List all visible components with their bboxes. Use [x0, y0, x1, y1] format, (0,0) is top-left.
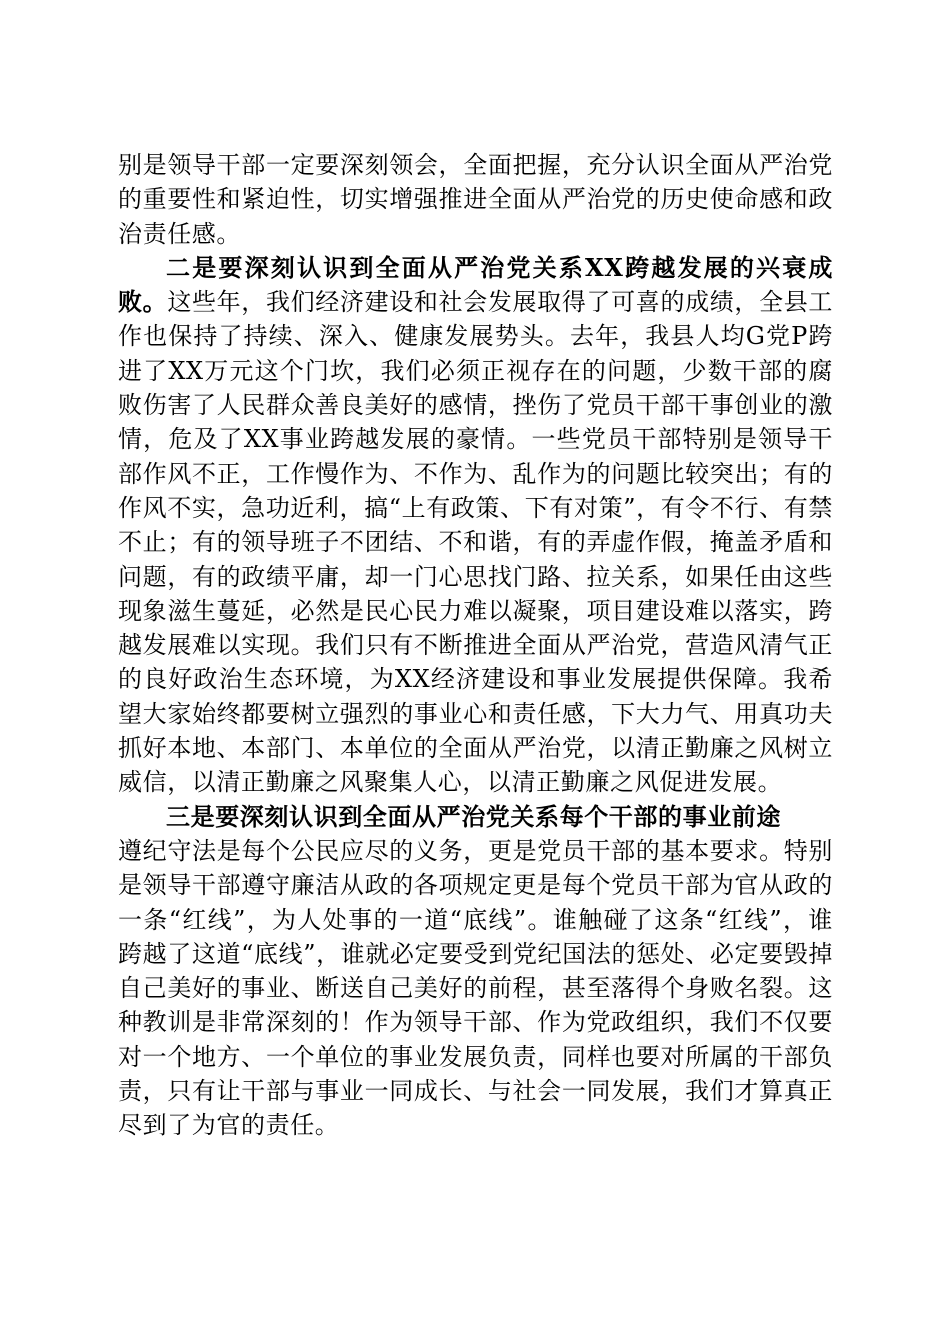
- paragraph-2-text: 这些年，我们经济建设和社会发展取得了可喜的成绩，全县工作也保持了持续、深入、健康发展势头。去年，我县人均G党P跨进了XX万元这个门坎，我们必须正视存在的问题，少数干部的腐败伤害了人民群众善良美好的感情，挫伤了党员干部干事创业的激情，危及了XX事业跨越发展的豪情。一些党员干部特别是领导干部作风不正，工作慢作为、不作为、乱作为的问题比较突出；有的作风不实，急功近利，搞“上有政策、下有对策”，有令不行、有禁不止；有的领导班子不团结、不和谐，有的弄虚作假，掩盖矛盾和问题，有的政绩平庸，却一门心思找门路、拉关系，如果任由这些现象滋生蔓延，必然是民心民力难以凝聚，项目建设难以落实，跨越发展难以实现。我们只有不断推进全面从严治党，营造风清气正的良好政治生态环境，为XX经济建设和事业发展提供保障。我希望大家始终都要树立强烈的事业心和责任感，下大力气、用真功夫抓好本地、本部门、本单位的全面从严治党，以清正勤廉之风树立威信，以清正勤廉之风聚集人心，以清正勤廉之风促进发展。: [118, 288, 834, 797]
- paragraph-1: [118, 148, 833, 251]
- paragraph-3: [118, 800, 833, 1143]
- paragraph-2: [118, 251, 833, 800]
- paragraph-3-lead: 三是要深刻认识到全面从严治党关系每个干部的事业前途: [166, 801, 781, 831]
- paragraph-1-text: 别是领导干部一定要深刻领会，全面把握，充分认识全面从严治党的重要性和紧迫性，切实增强推进全面从严治党的历史使命感和政治责任感。: [118, 151, 833, 248]
- paragraph-2-lead: 二是要深刻认识到全面从严治党关系XX跨越发展的兴衰成败。: [118, 252, 833, 317]
- document-body: [118, 148, 833, 1143]
- paragraph-3-text: 遵纪守法是每个公民应尽的义务，更是党员干部的基本要求。特别是领导干部遵守廉洁从政的各项规定更是每个党员干部为官从政的一条“红线”，为人处事的一道“底线”。谁触碰了这条“红线”，谁跨越了这道“底线”，谁就必定要受到党纪国法的惩处、必定要毁掉自己美好的事业、断送自己美好的前程，甚至落得个身败名裂。这种教训是非常深刻的！作为领导干部、作为党政组织，我们不仅要对一个地方、一个单位的事业发展负责，同样也要对所属的干部负责，只有让干部与事业一同成长、与社会一同发展，我们才算真正尽到了为官的责任。: [118, 836, 833, 1140]
